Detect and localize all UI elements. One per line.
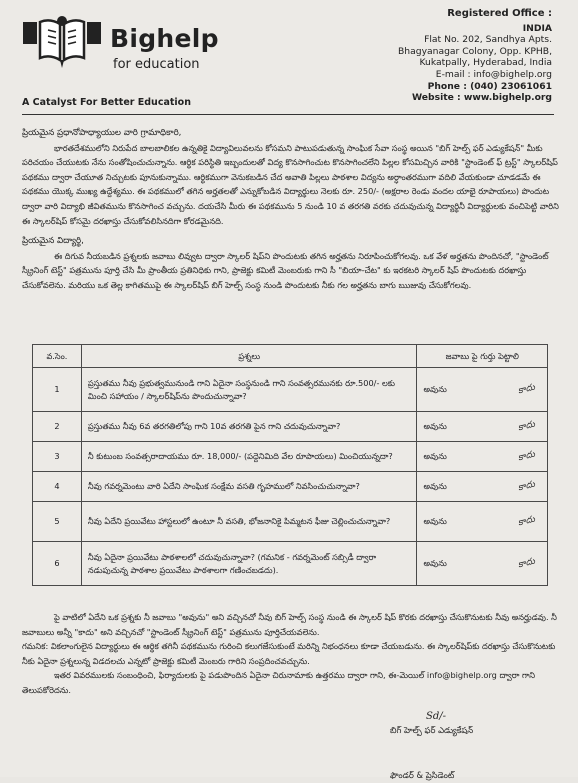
paragraph-2: ఈ దిగువ నీయబడిన ప్రశ్నలకు జవాబు లివ్వుట ద్వారా స్కాలర్ షిప్‌ని పొందుటకు తగిన అర్హతను నిరూపించుకోగలవు. ఒక వేళ అర్హతను పొందినచో, "స్టాండెంట్ స్క్రీనింగ్ టెస్ట్" పత్రమును పూర్తి చేసి మీ ప్రాంతీయ ప్రతినిధికు గాని, ప్రాజెక్టు కమిటీ మెంబరుకు గాని సీ "బియా-చేట" కు ఇరకటరి స్కాలర్ షిప్ పొందుటకు దరఖాస్తు చేసుకోవలెను. మరియు ఒక తెల్ల కాగితముపై ఈ స్కాలర్‌షిప్ బిగ్ హెల్ప్ సంస్థ నుండి పొందుటకు నీకు గల అర్హతను బాగు ఋజువు చేసుకోగలవు. bbox=[22, 250, 549, 290]
office-title: Registered Office : bbox=[447, 8, 552, 19]
book-logo-icon bbox=[22, 14, 102, 70]
letter-body bbox=[22, 126, 560, 293]
answer-no-marked[interactable]: కాదు bbox=[516, 514, 536, 528]
header-divider bbox=[22, 114, 554, 115]
answer-yes[interactable]: అవును bbox=[423, 558, 447, 568]
signature-org: బిగ్ హెల్ప్ ఫర్ ఎడ్యుకేషన్ bbox=[390, 725, 474, 735]
answer-yes[interactable]: అవును bbox=[423, 481, 447, 491]
answer-yes[interactable]: అవును bbox=[423, 421, 447, 431]
signature-block bbox=[390, 711, 474, 783]
signature-mark: Sd/- bbox=[426, 711, 446, 722]
greeting-2: ప్రియమైన విద్యార్థి, bbox=[22, 236, 84, 247]
answer-no-marked[interactable]: కాదు bbox=[516, 556, 536, 570]
header-no: వ.సెం. bbox=[33, 345, 82, 368]
answer-yes[interactable]: అవును bbox=[423, 516, 447, 526]
answer-no-marked[interactable]: కాదు bbox=[516, 449, 536, 463]
header-answer: జవాబు పై గుర్తు పెట్టాలి bbox=[417, 345, 548, 368]
brand-subtitle: for education bbox=[113, 57, 200, 72]
answer-no-marked[interactable]: కాదు bbox=[516, 382, 536, 396]
office-country: INDIA bbox=[522, 22, 552, 34]
office-website: Website : www.bighelp.org bbox=[411, 92, 552, 104]
registered-office bbox=[332, 8, 552, 104]
paragraph-1: భారతదేశములోని నిరుపేద బాలబాలికల ఉన్నతికై విద్యావిలువలను కోసమని పాటుపడుతున్న సాంఘిక సేవా సంస్థ అయిన "బిగ్ హెల్ప్ ఫర్ ఎడ్యుకేషన్" మీకు పరిచయం చేయుటకు నేను సంతోషించుచున్నాను. ఆర్థిక పరిస్థితి ఇబ్బందులతో విద్య కొనసాగించుట కొనసాగించలేని పిల్లల కోసమిచ్చిన వారికి "స్టాండెంట్ ఫ్ ట్రస్ట్" స్కాలర్‌షిప్ పథకము ద్వారా చేయూత నిచ్చుటకు పూనుకున్నాము. ఆర్థికముగా వెనుకబడిన చేద అవాతి పిల్లలు పాఠశాల విద్యను అర్ధాంతరముగా వదిలి వేయకుండా చూడడమే ఈ పథకము యొక్క ముఖ్య ఉద్దేశ్యము. ఈ పథకములో తగిన అర్హతలతో ఎన్నుకోబడిన విద్యార్థులు నెలకు రూ. 250/- (అక్షరాల రెండు వందల యాభై రూపాయలు) పొందుట ద్వారా వారి విద్యాభి జీవితమును కొనసాగించ వచ్చును. దయచేసి మీరు ఈ పథకమును 5 నుండి 10 వ తరగతి వరకు చదువుచున్న విద్యార్థినీ విద్యార్థులకు వంచిపెట్టి వారిని ఈ స్కాలర్‌షిప్ కోసమై దరఖాస్తు చేసుకోవలిసినదిగా కోరడమైనది. bbox=[22, 142, 559, 226]
paragraph-4: ఇతర వివరములకు సంబంధించి, ఫిర్యాదులకు పై పడుపొందిన ఏదైనా చిరునామాకు ఉత్తరము ద్వారా గాని, ఈ-మెయిల్ info@bighelp.org ద్వారా గాని తెలుపకోరెదను. bbox=[22, 670, 536, 695]
table-row: 6 నీవు ఏదైనా ప్రయివేటు పాఠశాలలో చదువుచున్నావా? (గమనిక - గవర్నమెంట్ సబ్సిడీ ద్వారా నడుపుచున్న పాఠశాల ప్రయివేటు పాఠశాలగా గణించబడదు). అవును కాదు bbox=[33, 542, 548, 586]
table-row: 1 ప్రస్తుతము నీవు ప్రభుత్వమునుండి గాని ఏదైనా సంస్థనుండి గాని సంవత్సరమునకు రూ.500/- లకు మించి సహాయం / స్కాలర్‌షిప్‌ను పొందుచున్నావా? అవును కాదు bbox=[33, 368, 548, 412]
paragraph-3: పై వాటిలో ఏదేని ఒక ప్రశ్నకు నీ జవాబు "అవును" అని వచ్చినచో నీవు బిగ్ హెల్ప్ సంస్థ నుండి ఈ స్కాలర్ షిప్ కొరకు దరఖాస్తు చేసుకొనుటకు నీవు అనర్హుడవు. నీ జవాబులు అన్నీ "కాదు" అని వచ్చినచో "స్టాండెంట్ స్క్రీనింగ్ టెస్ట్" పత్రమును పూర్తిచేయవలెను. bbox=[22, 612, 557, 637]
letter-body-2 bbox=[22, 610, 560, 698]
questions-table bbox=[32, 344, 548, 586]
brand-name: Bighelp bbox=[110, 24, 219, 53]
answer-no-marked[interactable]: కాదు bbox=[516, 419, 536, 433]
table-row: 5 నీవు ఏదేని ప్రయివేటు హాస్టలులో ఉంటూ నీ వసతి, భోజనానికై పిమ్మటన ఫీజు చెల్లించుచున్నావా? అవును కాదు bbox=[33, 502, 548, 542]
answer-no-marked[interactable]: కాదు bbox=[516, 479, 536, 493]
answer-yes[interactable]: అవును bbox=[423, 451, 447, 461]
greeting: ప్రియమైన ప్రధానోపాధ్యాయుల వారి గ్రామాధికారి, bbox=[22, 128, 182, 138]
note: గమనిక: వికలాంగులైన విద్యార్థులు ఈ ఆర్థిక తగినీ పథకమును గురించి కలుగజేసుకుంటే మరిన్ని నిభంధనలు కూడా చేయబడును. ఈ స్కాలర్‌షిప్‌కు దరఖాస్తు చేసుకొనుటకు నీకు ఏదైనా ప్రశ్నలున్న విడదలచు ఎన్నటో ప్రాజెక్టు కమిటీ మెంబరు గారిని సంప్రదించవచ్చును. bbox=[22, 641, 556, 666]
office-line3: Kukatpally, Hyderabad, India bbox=[419, 57, 552, 69]
answer-yes[interactable]: అవును bbox=[423, 384, 447, 394]
office-line1: Flat No. 202, Sandhya Apts. bbox=[424, 34, 552, 46]
table-row: 4 నీవు గవర్నమెంటు వారి ఏదేని సాంఘిక సంక్షేమ వసతి గృహములో నివసించుచున్నావా? అవును కాదు bbox=[33, 472, 548, 502]
office-email: E-mail : info@bighelp.org bbox=[435, 68, 552, 80]
header-questions: ప్రశ్నలు bbox=[81, 345, 417, 368]
office-phone: Phone : (040) 23061061 bbox=[427, 80, 552, 92]
table-row: 2 ప్రస్తుతము నీవు 6వ తరగతిలోపు గాని 10వ తరగతి పైన గాని చదువుచున్నావా? అవును కాదు bbox=[33, 412, 548, 442]
tagline: A Catalyst For Better Education bbox=[22, 97, 191, 108]
signature-role: ఫౌండర్ & ప్రెసిడెంట్ bbox=[390, 770, 455, 780]
table-row: 3 నీ కుటుంబ సంవత్సరాదాయము రూ. 18,000/- (పద్దెనిమిది వేల రూపాయలు) మించియున్నదా? అవును కాదు bbox=[33, 442, 548, 472]
office-line2: Bhagyanagar Colony, Opp. KPHB, bbox=[397, 45, 552, 57]
